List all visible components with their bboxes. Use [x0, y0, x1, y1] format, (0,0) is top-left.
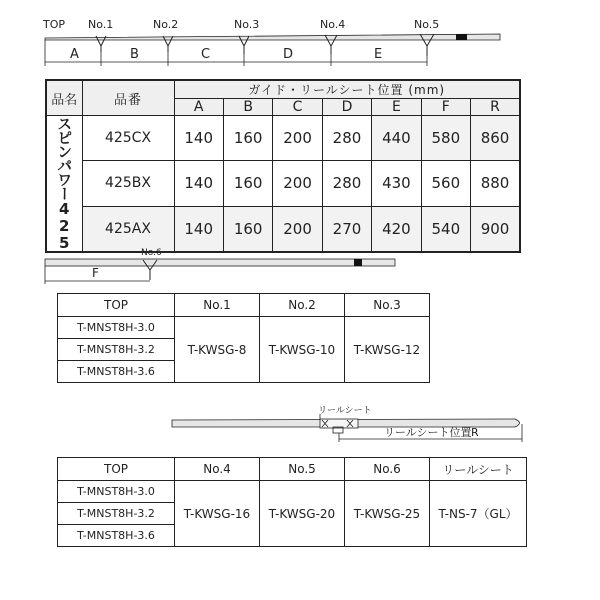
spec-table — [45, 79, 521, 253]
header-no5: No.5 — [260, 458, 345, 481]
segment-c: C — [201, 47, 211, 62]
value-cell: 160 — [223, 206, 272, 252]
parts-table-guides-1 — [57, 293, 430, 383]
header-hinban: 品番 — [82, 80, 174, 116]
header-top: TOP — [58, 294, 175, 317]
value-cell: 560 — [421, 161, 470, 206]
guide-part-no5: T-KWSG-20 — [260, 481, 345, 547]
value-cell: 880 — [471, 161, 520, 206]
value-cell: 160 — [223, 161, 272, 206]
segment-b: B — [130, 47, 139, 62]
table-row — [46, 116, 520, 161]
guide-label-no3: No.3 — [234, 18, 260, 31]
segment-r: R — [471, 426, 479, 439]
rod-diagram-top — [0, 0, 600, 78]
column-r: R — [471, 99, 520, 116]
model-cell: 425AX — [82, 206, 174, 252]
reel-seat-part: T-NS-7（GL） — [430, 481, 527, 547]
value-cell: 140 — [174, 161, 223, 206]
header-reel-seat: リールシート — [430, 458, 527, 481]
value-cell: 200 — [273, 206, 322, 252]
top-part-cell: T-MNST8H-3.2 — [58, 339, 175, 361]
model-cell: 425CX — [82, 116, 174, 161]
value-cell: 540 — [421, 206, 470, 252]
value-cell: 270 — [322, 206, 371, 252]
guide-part-no3: T-KWSG-12 — [345, 317, 430, 383]
value-cell: 200 — [273, 161, 322, 206]
header-guide-position: ガイド・リールシート位置 (mm) — [174, 80, 520, 99]
guide-part-no6: T-KWSG-25 — [345, 481, 430, 547]
value-cell: 160 — [223, 116, 272, 161]
guide-part-no1: T-KWSG-8 — [175, 317, 260, 383]
column-c: C — [273, 99, 322, 116]
rod-joint-mark — [456, 34, 467, 40]
reel-position-label: リールシート位置 — [384, 426, 472, 439]
guide-label-no4: No.4 — [320, 18, 346, 31]
parts-table-guides-2 — [57, 457, 527, 547]
guide-part-no4: T-KWSG-16 — [175, 481, 260, 547]
rod-joint-mark — [354, 259, 362, 266]
rod-diagram-reel — [0, 400, 600, 450]
header-no2: No.2 — [260, 294, 345, 317]
value-cell: 580 — [421, 116, 470, 161]
segment-a: A — [70, 47, 79, 62]
table-row — [46, 161, 520, 206]
column-a: A — [174, 99, 223, 116]
reel-seat-label: リールシート — [318, 406, 372, 416]
value-cell: 140 — [174, 116, 223, 161]
value-cell: 200 — [273, 116, 322, 161]
column-d: D — [322, 99, 371, 116]
segment-f: F — [92, 266, 99, 280]
value-cell: 280 — [322, 116, 371, 161]
value-cell: 420 — [372, 206, 421, 252]
top-part-cell: T-MNST8H-3.0 — [58, 317, 175, 339]
value-cell: 280 — [322, 161, 371, 206]
model-cell: 425BX — [82, 161, 174, 206]
header-no3: No.3 — [345, 294, 430, 317]
top-part-cell: T-MNST8H-3.6 — [58, 525, 175, 547]
column-b: B — [223, 99, 272, 116]
reel-seat-mark — [320, 414, 358, 433]
value-cell: 140 — [174, 206, 223, 252]
guide-label-no2: No.2 — [153, 18, 179, 31]
top-part-cell: T-MNST8H-3.6 — [58, 361, 175, 383]
segment-e: E — [374, 47, 383, 62]
value-cell: 430 — [372, 161, 421, 206]
guide-part-no2: T-KWSG-10 — [260, 317, 345, 383]
guide-label-no1: No.1 — [88, 18, 114, 31]
header-top: TOP — [58, 458, 175, 481]
header-no4: No.4 — [175, 458, 260, 481]
guide-label-no6: No.6 — [141, 248, 162, 258]
column-f: F — [421, 99, 470, 116]
rod-diagram-mid — [0, 240, 600, 290]
segment-d: D — [283, 47, 294, 62]
value-cell: 440 — [372, 116, 421, 161]
header-no6: No.6 — [345, 458, 430, 481]
header-no1: No.1 — [175, 294, 260, 317]
top-part-cell: T-MNST8H-3.0 — [58, 481, 175, 503]
column-e: E — [372, 99, 421, 116]
product-name: スピンパワー425 — [46, 116, 82, 253]
top-label: TOP — [43, 18, 66, 31]
value-cell: 860 — [471, 116, 520, 161]
header-hinmei: 品名 — [46, 80, 82, 116]
top-part-cell: T-MNST8H-3.2 — [58, 503, 175, 525]
rod-shape — [45, 259, 395, 266]
guide-label-no5: No.5 — [414, 18, 440, 31]
value-cell: 900 — [471, 206, 520, 252]
